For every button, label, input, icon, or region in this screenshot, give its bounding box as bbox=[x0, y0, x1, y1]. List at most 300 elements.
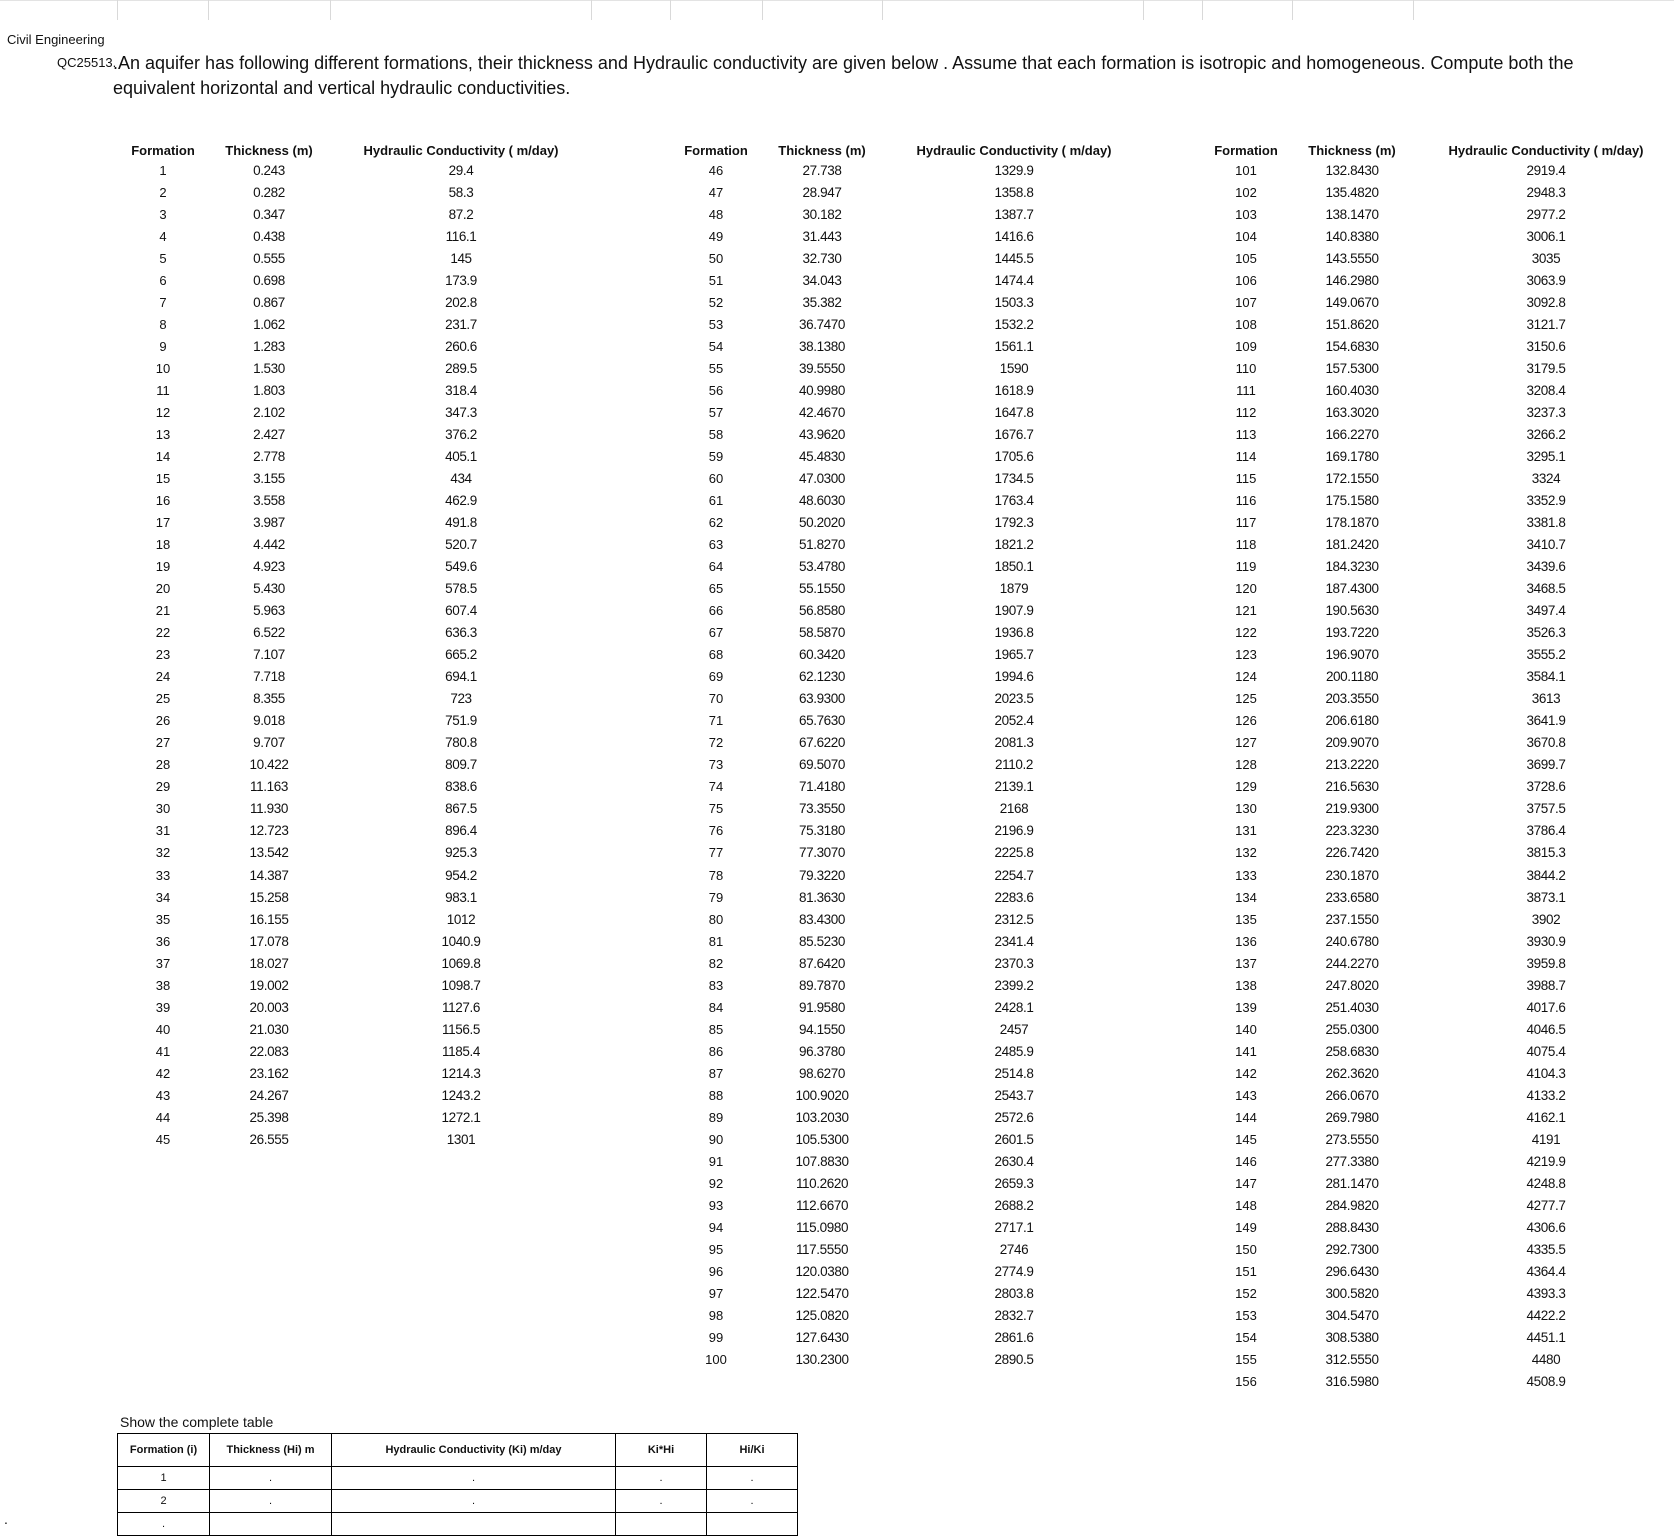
formation-cell: 125 bbox=[1235, 691, 1257, 707]
formation-cell: 27 bbox=[155, 735, 171, 751]
formation-cell: 76 bbox=[708, 823, 724, 839]
conductivity-cell: 2023.5 bbox=[994, 691, 1034, 707]
conductivity-cell: 723 bbox=[450, 691, 472, 707]
conductivity-cell: 145 bbox=[450, 251, 472, 267]
conductivity-cell: 260.6 bbox=[445, 339, 477, 355]
conductivity-cell: 1792.3 bbox=[994, 515, 1034, 531]
formation-cell: 39 bbox=[155, 999, 171, 1015]
formation-cell: 86 bbox=[708, 1043, 724, 1059]
thickness-cell: 146.2980 bbox=[1325, 273, 1379, 289]
answer-cell: . bbox=[616, 1490, 707, 1513]
thickness-cell: 27.738 bbox=[802, 163, 842, 178]
thickness-cell: 277.3380 bbox=[1325, 1153, 1379, 1169]
thickness-cell: 65.7630 bbox=[799, 713, 845, 729]
conductivity-cell: 347.3 bbox=[445, 405, 477, 421]
conductivity-cell: 4162.1 bbox=[1526, 1109, 1566, 1125]
thickness-cell: 269.7980 bbox=[1325, 1109, 1379, 1125]
thickness-cell: 23.162 bbox=[249, 1065, 289, 1081]
thickness-cell: 62.1230 bbox=[799, 669, 845, 685]
conductivity-cell: 3324 bbox=[1531, 471, 1561, 487]
conductivity-cell: 2139.1 bbox=[994, 779, 1034, 795]
formation-cell: 156 bbox=[1235, 1373, 1257, 1389]
formation-cell: 7 bbox=[159, 295, 167, 311]
formation-cell: 50 bbox=[708, 251, 724, 267]
formation-cell: 150 bbox=[1235, 1241, 1257, 1257]
thickness-cell: 73.3550 bbox=[799, 801, 845, 817]
conductivity-cell: 3844.2 bbox=[1526, 867, 1566, 883]
conductivity-cell: 3555.2 bbox=[1526, 647, 1566, 663]
conductivity-cell: 2977.2 bbox=[1526, 207, 1566, 223]
thickness-cell: 7.107 bbox=[253, 647, 285, 663]
formation-cell: 65 bbox=[708, 581, 724, 597]
formation-cell: 28 bbox=[155, 757, 171, 773]
conductivity-cell: 1879 bbox=[999, 581, 1029, 597]
conductivity-cell: 2225.8 bbox=[994, 845, 1034, 861]
formation-cell: 69 bbox=[708, 669, 724, 685]
conductivity-cell: 376.2 bbox=[445, 427, 477, 443]
thickness-cell: 21.030 bbox=[249, 1021, 289, 1037]
formation-cell: 59 bbox=[708, 449, 724, 465]
formation-cell: 42 bbox=[155, 1065, 171, 1081]
formation-cell: 45 bbox=[155, 1131, 171, 1147]
formation-cell: 34 bbox=[155, 889, 171, 905]
conductivity-cell: 838.6 bbox=[445, 779, 477, 795]
conductivity-cell: 3006.1 bbox=[1526, 229, 1566, 245]
gridline bbox=[208, 0, 209, 20]
thickness-cell: 0.347 bbox=[253, 207, 285, 223]
conductivity-cell: 2948.3 bbox=[1526, 185, 1566, 201]
column-header-thickness: Thickness (m) bbox=[1308, 143, 1396, 158]
thickness-cell: 77.3070 bbox=[799, 845, 845, 861]
conductivity-cell: 4075.4 bbox=[1526, 1043, 1566, 1059]
conductivity-cell: 1012 bbox=[446, 911, 476, 927]
formation-cell: 135 bbox=[1235, 911, 1257, 927]
conductivity-cell: 1561.1 bbox=[994, 339, 1034, 355]
formation-cell: 47 bbox=[708, 185, 724, 201]
conductivity-cell: 2543.7 bbox=[994, 1087, 1034, 1103]
formation-cell: 81 bbox=[708, 933, 724, 949]
formation-cell: 151 bbox=[1235, 1263, 1257, 1279]
conductivity-cell: 4277.7 bbox=[1526, 1197, 1566, 1213]
thickness-cell: 135.4820 bbox=[1325, 185, 1379, 201]
conductivity-cell: 1676.7 bbox=[994, 427, 1034, 443]
conductivity-cell: 434 bbox=[450, 471, 472, 487]
conductivity-cell: 1936.8 bbox=[994, 625, 1034, 641]
formation-cell: 11 bbox=[156, 383, 170, 399]
conductivity-cell: 1040.9 bbox=[441, 933, 481, 949]
thickness-cell: 11.163 bbox=[250, 779, 288, 795]
thickness-cell: 151.8620 bbox=[1325, 317, 1379, 333]
thickness-cell: 8.355 bbox=[253, 691, 285, 707]
thickness-cell: 100.9020 bbox=[795, 1087, 849, 1103]
conductivity-cell: 578.5 bbox=[445, 581, 477, 597]
column-header-conductivity: Hydraulic Conductivity ( m/day) bbox=[916, 143, 1112, 158]
formation-cell: 128 bbox=[1235, 757, 1257, 773]
conductivity-cell: 3902 bbox=[1531, 911, 1561, 927]
column-header-thickness: Thickness (m) bbox=[225, 143, 313, 158]
conductivity-cell: 3208.4 bbox=[1526, 383, 1566, 399]
formation-cell: 121 bbox=[1235, 603, 1257, 619]
thickness-cell: 10.422 bbox=[249, 757, 289, 773]
thickness-cell: 50.2020 bbox=[799, 515, 845, 531]
conductivity-cell: 231.7 bbox=[445, 317, 477, 333]
formation-cell: 46 bbox=[708, 163, 724, 178]
conductivity-cell: 1214.3 bbox=[441, 1065, 481, 1081]
conductivity-cell: 2746 bbox=[999, 1241, 1029, 1257]
formation-cell: 99 bbox=[708, 1329, 724, 1345]
thickness-cell: 20.003 bbox=[249, 999, 289, 1015]
conductivity-cell: 58.3 bbox=[448, 185, 474, 201]
conductivity-cell: 2485.9 bbox=[994, 1043, 1034, 1059]
formation-cell: 100 bbox=[705, 1351, 727, 1367]
formation-cell: 35 bbox=[155, 911, 171, 927]
formation-cell: 147 bbox=[1235, 1175, 1257, 1191]
formation-cell: 144 bbox=[1235, 1109, 1257, 1125]
formation-cell: 38 bbox=[155, 977, 171, 993]
thickness-cell: 226.7420 bbox=[1325, 845, 1379, 861]
column-header-formation: Formation bbox=[1214, 143, 1278, 158]
conductivity-cell: 4451.1 bbox=[1526, 1329, 1566, 1345]
formation-cell: 16 bbox=[155, 493, 171, 509]
thickness-cell: 247.8020 bbox=[1325, 977, 1379, 993]
thickness-cell: 63.9300 bbox=[799, 691, 845, 707]
formation-cell: 36 bbox=[155, 933, 171, 949]
formation-cell: 145 bbox=[1235, 1131, 1257, 1147]
thickness-cell: 71.4180 bbox=[799, 779, 845, 795]
thickness-cell: 89.7870 bbox=[799, 977, 845, 993]
conductivity-cell: 3468.5 bbox=[1526, 581, 1566, 597]
conductivity-cell: 3584.1 bbox=[1526, 669, 1566, 685]
thickness-cell: 266.0670 bbox=[1325, 1087, 1379, 1103]
formation-cell: 153 bbox=[1235, 1307, 1257, 1323]
formation-cell: 101 bbox=[1235, 163, 1257, 178]
conductivity-cell: 2341.4 bbox=[994, 933, 1034, 949]
thickness-cell: 11.930 bbox=[250, 801, 288, 817]
thickness-cell: 117.5550 bbox=[795, 1241, 849, 1257]
thickness-cell: 316.5980 bbox=[1325, 1373, 1379, 1389]
conductivity-cell: 2774.9 bbox=[994, 1263, 1034, 1279]
formation-cell: 102 bbox=[1235, 185, 1257, 201]
formation-cell: 37 bbox=[155, 955, 171, 971]
conductivity-cell: 3526.3 bbox=[1526, 625, 1566, 641]
thickness-cell: 110.2620 bbox=[795, 1175, 849, 1191]
thickness-cell: 32.730 bbox=[802, 251, 842, 267]
conductivity-cell: 2803.8 bbox=[994, 1285, 1034, 1301]
formation-cell: 117 bbox=[1235, 515, 1257, 531]
thickness-cell: 12.723 bbox=[249, 823, 289, 839]
thickness-cell: 187.4300 bbox=[1325, 581, 1379, 597]
formation-cell: 95 bbox=[708, 1241, 724, 1257]
conductivity-cell: 2110.2 bbox=[995, 757, 1033, 773]
formation-cell: 68 bbox=[708, 647, 724, 663]
answer-header-formation: Formation (i) bbox=[118, 1434, 210, 1467]
thickness-cell: 85.5230 bbox=[799, 933, 845, 949]
conductivity-cell: 202.8 bbox=[445, 295, 477, 311]
gridline bbox=[762, 0, 763, 20]
thickness-cell: 19.002 bbox=[249, 977, 289, 993]
conductivity-cell: 665.2 bbox=[445, 647, 477, 663]
thickness-cell: 184.3230 bbox=[1325, 559, 1379, 575]
thickness-cell: 53.4780 bbox=[799, 559, 845, 575]
conductivity-cell: 4480 bbox=[1531, 1351, 1561, 1367]
formation-cell: 94 bbox=[708, 1219, 724, 1235]
formation-cell: 104 bbox=[1235, 229, 1257, 245]
conductivity-cell: 2399.2 bbox=[994, 977, 1034, 993]
gridline bbox=[591, 0, 592, 20]
formation-cell: 75 bbox=[708, 801, 724, 817]
conductivity-cell: 3728.6 bbox=[1526, 779, 1566, 795]
formation-cell: 29 bbox=[155, 779, 171, 795]
formation-cell: 21 bbox=[155, 603, 171, 619]
conductivity-cell: 4017.6 bbox=[1526, 999, 1566, 1015]
thickness-cell: 223.3230 bbox=[1325, 823, 1379, 839]
formation-cell: 32 bbox=[155, 845, 171, 861]
formation-cell: 9 bbox=[159, 339, 167, 355]
thickness-cell: 206.6180 bbox=[1325, 713, 1379, 729]
formation-cell: 122 bbox=[1235, 625, 1257, 641]
gridline bbox=[1143, 0, 1144, 20]
conductivity-cell: 3959.8 bbox=[1526, 955, 1566, 971]
thickness-cell: 308.5380 bbox=[1325, 1329, 1379, 1345]
conductivity-cell: 3035 bbox=[1531, 251, 1561, 267]
formation-cell: 116 bbox=[1235, 493, 1257, 509]
conductivity-cell: 4422.2 bbox=[1526, 1307, 1566, 1323]
conductivity-cell: 4219.9 bbox=[1526, 1153, 1566, 1169]
thickness-cell: 178.1870 bbox=[1325, 515, 1379, 531]
gridline bbox=[1202, 0, 1203, 20]
answer-cell: . bbox=[210, 1467, 332, 1490]
formation-cell: 2 bbox=[159, 185, 167, 201]
formation-cell: 49 bbox=[708, 229, 724, 245]
conductivity-cell: 1272.1 bbox=[441, 1109, 481, 1125]
thickness-cell: 87.6420 bbox=[799, 955, 845, 971]
conductivity-cell: 462.9 bbox=[445, 493, 477, 509]
answer-cell bbox=[332, 1513, 616, 1536]
thickness-cell: 200.1180 bbox=[1325, 669, 1379, 685]
thickness-cell: 5.430 bbox=[253, 581, 285, 597]
conductivity-cell: 1329.9 bbox=[994, 163, 1034, 178]
conductivity-cell: 3641.9 bbox=[1526, 713, 1566, 729]
conductivity-cell: 2630.4 bbox=[994, 1153, 1034, 1169]
formation-cell: 60 bbox=[708, 471, 724, 487]
formation-cell: 4 bbox=[159, 229, 167, 245]
conductivity-cell: 954.2 bbox=[445, 867, 477, 883]
conductivity-cell: 1532.2 bbox=[994, 317, 1034, 333]
conductivity-cell: 925.3 bbox=[445, 845, 477, 861]
thickness-cell: 240.6780 bbox=[1325, 933, 1379, 949]
answer-cell: 2 bbox=[118, 1490, 210, 1513]
thickness-cell: 17.078 bbox=[249, 933, 289, 949]
thickness-cell: 181.2420 bbox=[1325, 537, 1379, 553]
thickness-cell: 16.155 bbox=[249, 911, 289, 927]
conductivity-cell: 3179.5 bbox=[1526, 361, 1566, 377]
thickness-cell: 304.5470 bbox=[1325, 1307, 1379, 1323]
thickness-cell: 203.3550 bbox=[1325, 691, 1379, 707]
thickness-cell: 132.8430 bbox=[1325, 163, 1379, 178]
conductivity-cell: 173.9 bbox=[445, 273, 477, 289]
formation-cell: 110 bbox=[1235, 361, 1257, 377]
formation-cell: 40 bbox=[155, 1021, 171, 1037]
thickness-cell: 1.283 bbox=[253, 339, 285, 355]
conductivity-cell: 318.4 bbox=[445, 383, 477, 399]
thickness-cell: 60.3420 bbox=[799, 647, 845, 663]
thickness-cell: 0.698 bbox=[253, 273, 285, 289]
formation-cell: 54 bbox=[708, 339, 724, 355]
conductivity-cell: 3873.1 bbox=[1526, 889, 1566, 905]
formation-cell: 105 bbox=[1235, 251, 1257, 267]
formation-cell: 57 bbox=[708, 405, 724, 421]
thickness-cell: 38.1380 bbox=[799, 339, 845, 355]
conductivity-cell: 983.1 bbox=[445, 889, 477, 905]
thickness-cell: 6.522 bbox=[253, 625, 285, 641]
formation-cell: 51 bbox=[708, 273, 724, 289]
formation-cell: 148 bbox=[1235, 1197, 1257, 1213]
formation-cell: 72 bbox=[708, 735, 724, 751]
thickness-cell: 103.2030 bbox=[795, 1109, 849, 1125]
conductivity-cell: 2861.6 bbox=[994, 1329, 1034, 1345]
gridline bbox=[670, 0, 671, 20]
formation-cell: 118 bbox=[1235, 537, 1257, 553]
formation-cell: 71 bbox=[708, 713, 724, 729]
conductivity-cell: 1850.1 bbox=[994, 559, 1034, 575]
formation-cell: 23 bbox=[155, 647, 171, 663]
formation-cell: 133 bbox=[1235, 867, 1257, 883]
thickness-cell: 149.0670 bbox=[1325, 295, 1379, 311]
conductivity-cell: 1705.6 bbox=[994, 449, 1034, 465]
answer-cell: 1 bbox=[118, 1467, 210, 1490]
conductivity-cell: 405.1 bbox=[445, 449, 477, 465]
thickness-cell: 312.5550 bbox=[1325, 1351, 1379, 1367]
formation-cell: 103 bbox=[1235, 207, 1257, 223]
thickness-cell: 31.443 bbox=[802, 229, 842, 245]
conductivity-cell: 4393.3 bbox=[1526, 1285, 1566, 1301]
formation-cell: 67 bbox=[708, 625, 724, 641]
formation-cell: 149 bbox=[1235, 1219, 1257, 1235]
conductivity-cell: 2688.2 bbox=[994, 1197, 1034, 1213]
thickness-cell: 230.1870 bbox=[1325, 867, 1379, 883]
formation-cell: 82 bbox=[708, 955, 724, 971]
formation-cell: 14 bbox=[155, 449, 171, 465]
answer-header-thickness: Thickness (Hi) m bbox=[210, 1434, 332, 1467]
thickness-cell: 69.5070 bbox=[799, 757, 845, 773]
conductivity-cell: 1763.4 bbox=[994, 493, 1034, 509]
thickness-cell: 219.9300 bbox=[1325, 801, 1379, 817]
formation-cell: 127 bbox=[1235, 735, 1257, 751]
thickness-cell: 67.6220 bbox=[799, 735, 845, 751]
thickness-cell: 0.243 bbox=[253, 163, 285, 178]
conductivity-cell: 87.2 bbox=[448, 207, 474, 223]
conductivity-cell: 3150.6 bbox=[1526, 339, 1566, 355]
answer-cell: . bbox=[707, 1490, 798, 1513]
formation-cell: 52 bbox=[708, 295, 724, 311]
thickness-cell: 79.3220 bbox=[799, 867, 845, 883]
thickness-cell: 160.4030 bbox=[1325, 383, 1379, 399]
margin-mark: . bbox=[4, 1511, 8, 1527]
formation-cell: 115 bbox=[1235, 471, 1257, 487]
thickness-cell: 24.267 bbox=[249, 1087, 289, 1103]
thickness-cell: 4.442 bbox=[253, 537, 285, 553]
conductivity-cell: 3092.8 bbox=[1526, 295, 1566, 311]
thickness-cell: 213.2220 bbox=[1325, 757, 1379, 773]
conductivity-cell: 3410.7 bbox=[1526, 537, 1566, 553]
thickness-cell: 120.0380 bbox=[795, 1263, 849, 1279]
formation-cell: 155 bbox=[1235, 1351, 1257, 1367]
thickness-cell: 154.6830 bbox=[1325, 339, 1379, 355]
thickness-cell: 262.3620 bbox=[1325, 1065, 1379, 1081]
formation-cell: 25 bbox=[155, 691, 171, 707]
formation-cell: 80 bbox=[708, 911, 724, 927]
thickness-cell: 296.6430 bbox=[1325, 1263, 1379, 1279]
thickness-cell: 166.2270 bbox=[1325, 427, 1379, 443]
thickness-cell: 9.707 bbox=[253, 735, 285, 751]
conductivity-cell: 3352.9 bbox=[1526, 493, 1566, 509]
conductivity-cell: 1647.8 bbox=[994, 405, 1034, 421]
formation-cell: 123 bbox=[1235, 647, 1257, 663]
conductivity-cell: 1243.2 bbox=[441, 1087, 481, 1103]
conductivity-cell: 896.4 bbox=[445, 823, 477, 839]
answer-row bbox=[118, 1513, 798, 1536]
conductivity-cell: 1994.6 bbox=[994, 669, 1034, 685]
conductivity-cell: 1185.4 bbox=[442, 1043, 480, 1059]
thickness-cell: 5.963 bbox=[253, 603, 285, 619]
formation-cell: 154 bbox=[1235, 1329, 1257, 1345]
conductivity-cell: 3237.3 bbox=[1526, 405, 1566, 421]
formation-cell: 20 bbox=[155, 581, 171, 597]
formation-cell: 55 bbox=[708, 361, 724, 377]
formation-cell: 114 bbox=[1235, 449, 1257, 465]
thickness-cell: 48.6030 bbox=[799, 493, 845, 509]
conductivity-cell: 2081.3 bbox=[994, 735, 1034, 751]
formation-cell: 18 bbox=[155, 537, 171, 553]
thickness-cell: 4.923 bbox=[253, 559, 285, 575]
thickness-cell: 209.9070 bbox=[1325, 735, 1379, 751]
conductivity-cell: 3063.9 bbox=[1526, 273, 1566, 289]
thickness-cell: 125.0820 bbox=[795, 1307, 849, 1323]
thickness-cell: 3.987 bbox=[253, 515, 285, 531]
answer-cell: . bbox=[118, 1513, 210, 1536]
formation-cell: 106 bbox=[1235, 273, 1257, 289]
subject-label: Civil Engineering bbox=[7, 32, 105, 47]
answer-cell: . bbox=[707, 1467, 798, 1490]
conductivity-cell: 4046.5 bbox=[1526, 1021, 1566, 1037]
formation-cell: 87 bbox=[708, 1065, 724, 1081]
thickness-cell: 56.8580 bbox=[799, 603, 845, 619]
formation-cell: 56 bbox=[708, 383, 724, 399]
conductivity-cell: 1387.7 bbox=[994, 207, 1034, 223]
conductivity-cell: 867.5 bbox=[445, 801, 477, 817]
conductivity-cell: 3497.4 bbox=[1526, 603, 1566, 619]
conductivity-cell: 1358.8 bbox=[994, 185, 1034, 201]
formation-cell: 58 bbox=[708, 427, 724, 443]
thickness-cell: 26.555 bbox=[249, 1131, 289, 1147]
answer-cell bbox=[707, 1513, 798, 1536]
thickness-cell: 58.5870 bbox=[799, 625, 845, 641]
formation-cell: 98 bbox=[708, 1307, 724, 1323]
conductivity-cell: 2428.1 bbox=[994, 999, 1034, 1015]
answer-cell: . bbox=[210, 1490, 332, 1513]
thickness-cell: 3.558 bbox=[253, 493, 285, 509]
conductivity-cell: 1734.5 bbox=[994, 471, 1034, 487]
thickness-cell: 2.427 bbox=[253, 427, 285, 443]
conductivity-cell: 751.9 bbox=[445, 713, 477, 729]
formation-cell: 92 bbox=[708, 1175, 724, 1191]
thickness-cell: 1.803 bbox=[253, 383, 285, 399]
conductivity-cell: 2283.6 bbox=[994, 889, 1034, 905]
conductivity-cell: 4364.4 bbox=[1526, 1263, 1566, 1279]
formation-cell: 89 bbox=[708, 1109, 724, 1125]
thickness-cell: 115.0980 bbox=[795, 1219, 849, 1235]
conductivity-cell: 1907.9 bbox=[994, 603, 1034, 619]
